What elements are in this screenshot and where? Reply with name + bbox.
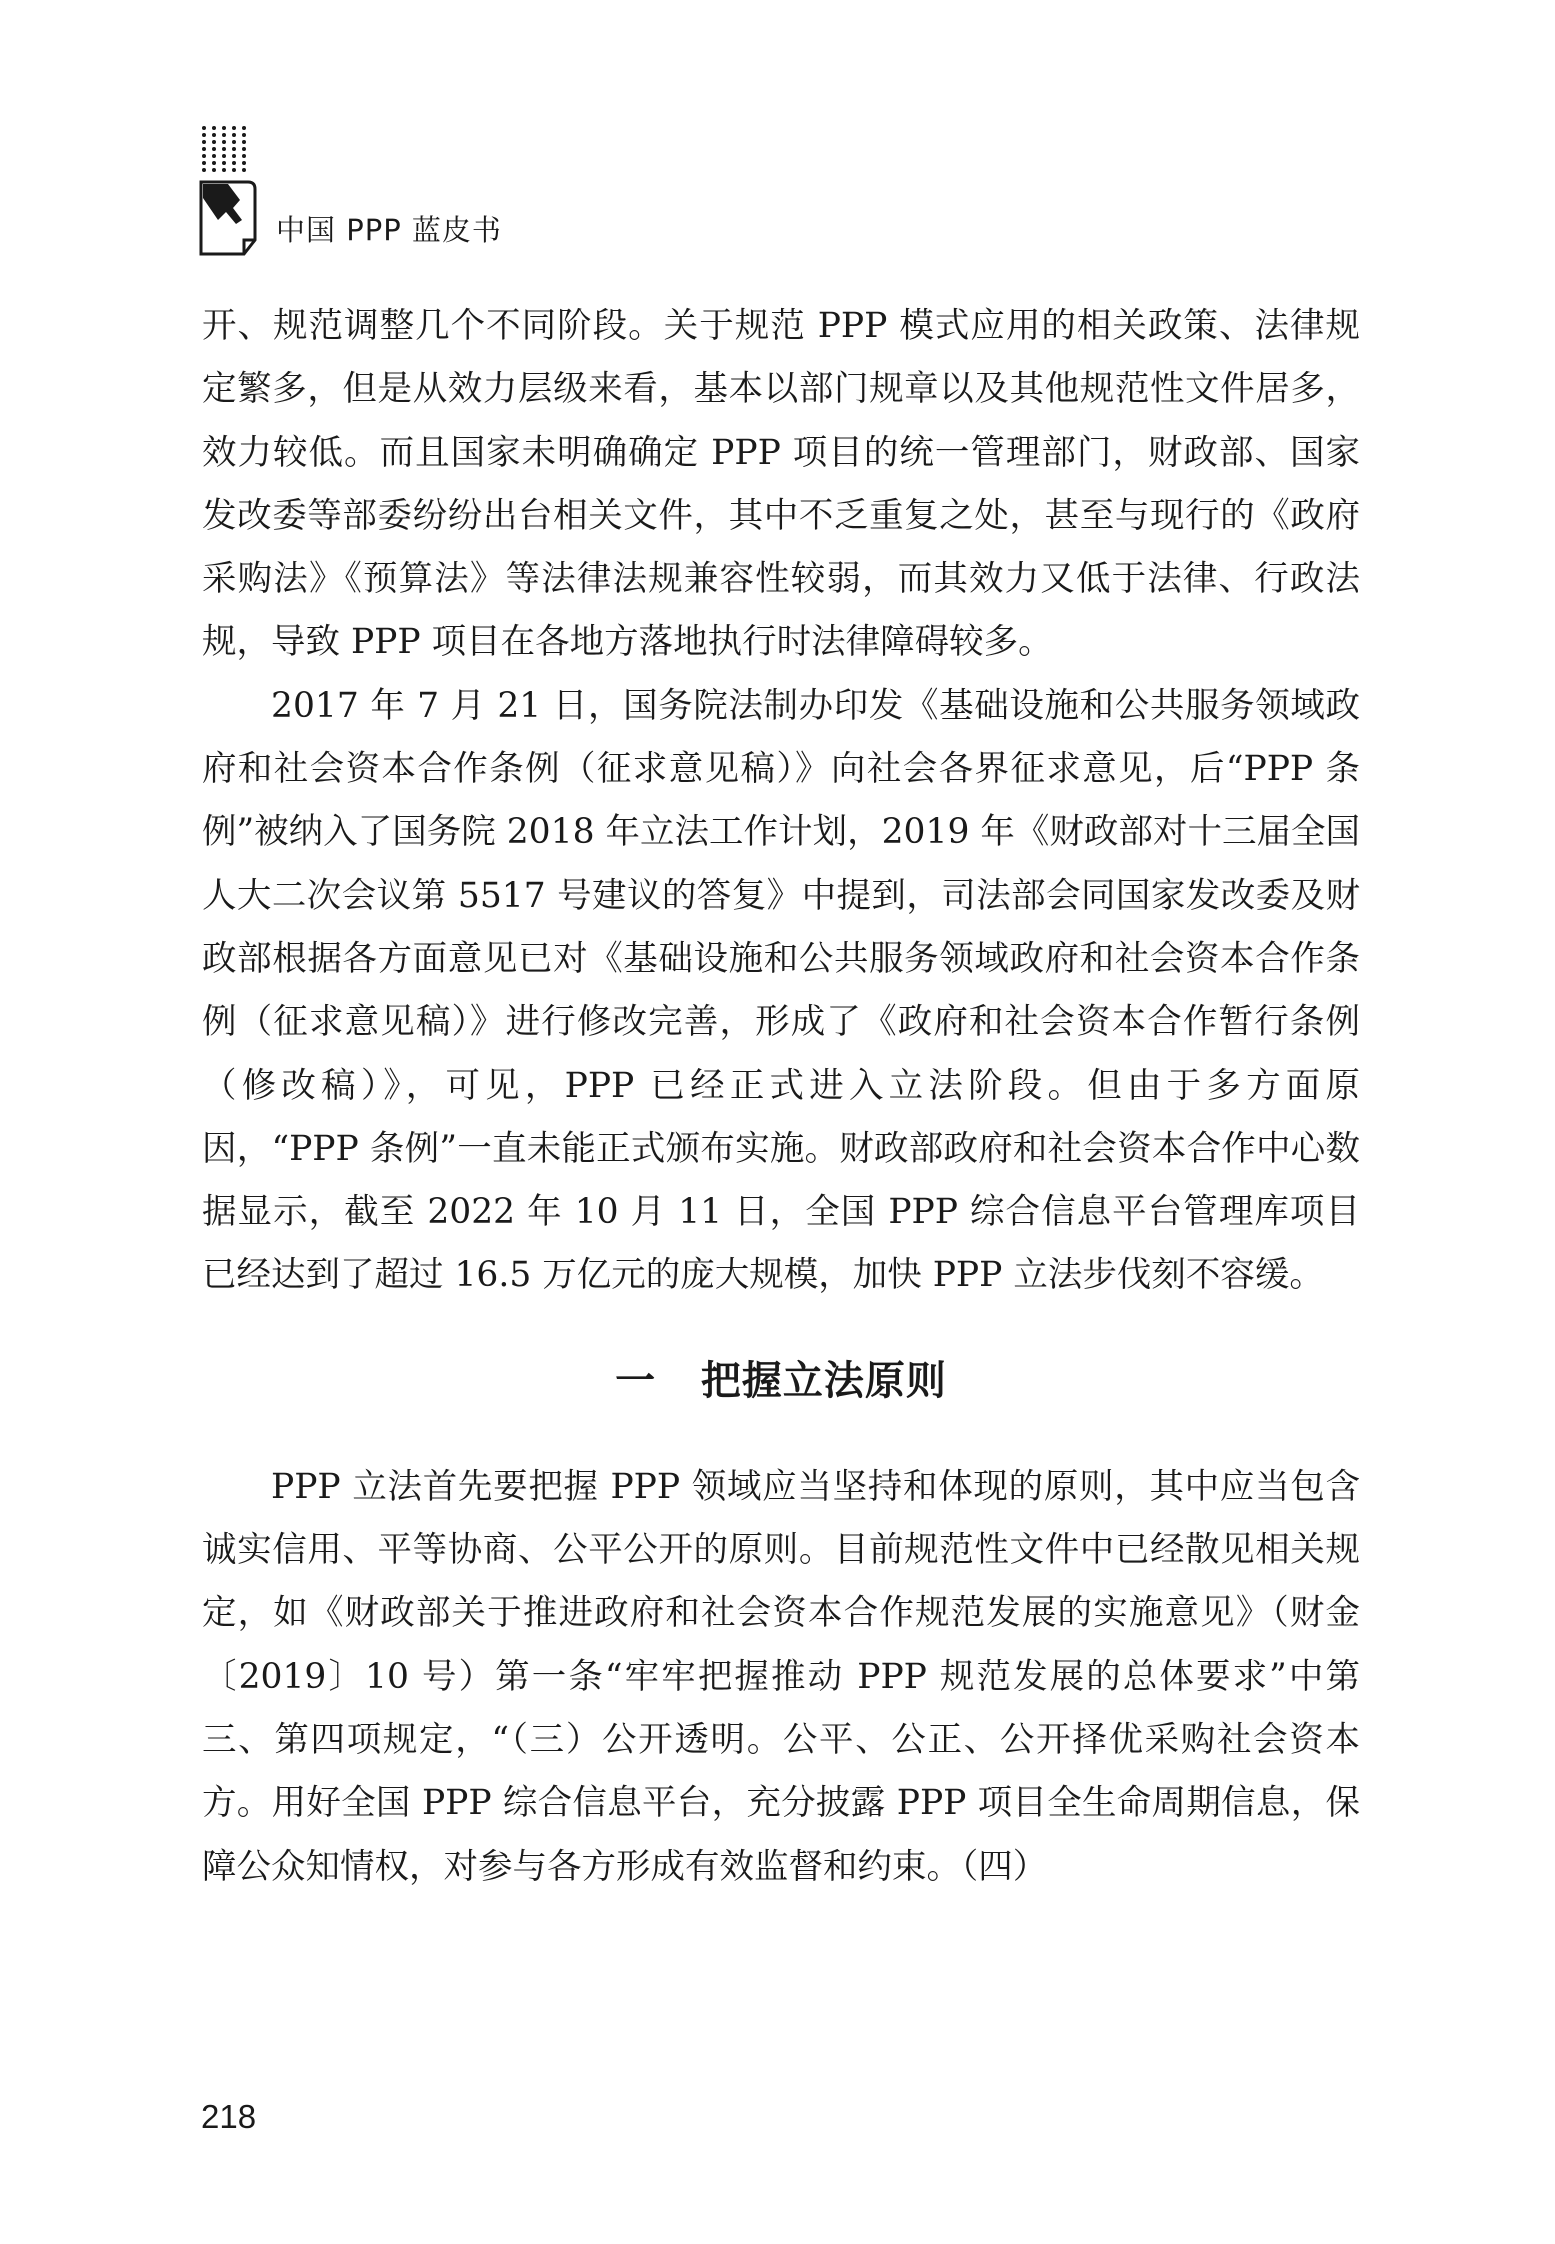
section-number: 一 [615, 1357, 657, 1404]
logo-graphic [198, 124, 278, 264]
paragraph-principles: PPP 立法首先要把握 PPP 领域应当坚持和体现的原则，其中应当包含诚实信用、平等协商、公平公开的原则。目前规范性文件中已经散见相关规定，如《财政部关于推进政府和社会资本合作规范发展的实施意见》（财金〔2019〕10 号）第一条“牢牢把握推动 PPP 规范发展的总体要求”中第三、第四项规定，“（三）公开透明。公平、公正、公开择优采购社会资本方。用好全国 PPP 综合信息平台，充分披露 PPP 项目全生命周期信息，保障公众知情权，对参与各方形成有效监督和约束。（四） [202, 1466, 1360, 1887]
section-title: 把握立法原则 [700, 1357, 947, 1404]
running-header-title: 中国 PPP 蓝皮书 [276, 213, 502, 247]
section-heading [202, 1346, 1360, 1416]
page-number: 218 [201, 2098, 257, 2135]
paragraph-legislation-history: 2017 年 7 月 21 日，国务院法制办印发《基础设施和公共服务领域政府和社会资本合作条例（征求意见稿）》向社会各界征求意见，后“PPP 条例”被纳入了国务院 2018 年立法工作计划，2019 年《财政部对十三届全国人大二次会议第 5517 号建议的答复》中提到，司法部会同国家发改委及财政部根据各方面意见已对《基础设施和公共服务领域政府和社会资本合作条例（征求意见稿）》进行修改完善，形成了《政府和社会资本合作暂行条例（修改稿）》，可见，PPP 已经正式进入立法阶段。但由于多方面原因，“PPP 条例”一直未能正式颁布实施。财政部政府和社会资本合作中心数据显示，截至 2022 年 10 月 11 日，全国 PPP 综合信息平台管理库项目已经达到了超过 16.5 万亿元的庞大规模，加快 PPP 立法步伐刻不容缓。 [202, 685, 1360, 1296]
page-body [202, 295, 1360, 1899]
paragraph-continued: 开、规范调整几个不同阶段。关于规范 PPP 模式应用的相关政策、法律规定繁多，但是从效力层级来看，基本以部门规章以及其他规范性文件居多，效力较低。而且国家未明确确定 PPP 项目的统一管理部门，财政部、国家发改委等部委纷纷出台相关文件，其中不乏重复之处，甚至与现行的《政府采购法》《预算法》等法律法规兼容性较弱，而其效力又低于法律、行政法规，导致 PPP 项目在各地方落地执行时法律障碍较多。 [202, 306, 1360, 663]
book-series-logo-icon [198, 124, 278, 264]
